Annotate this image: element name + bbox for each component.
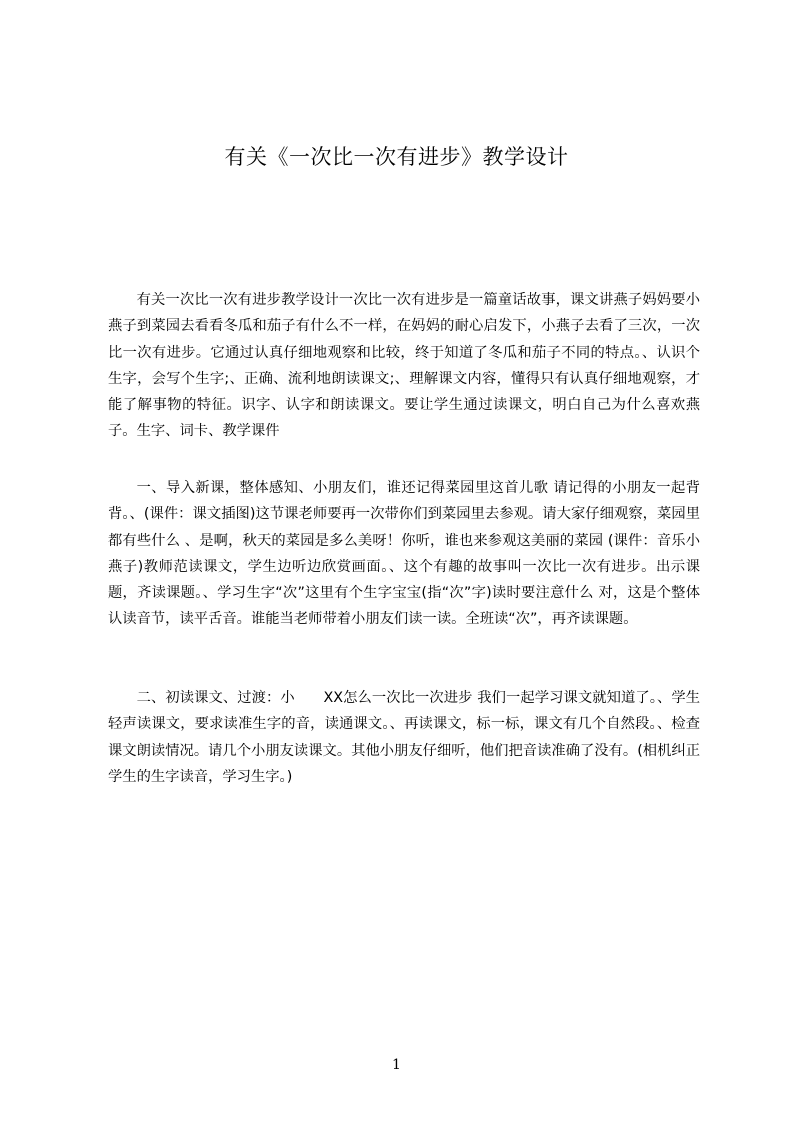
page-number: 1 bbox=[392, 1057, 401, 1073]
paragraph-section-two: 二、初读课文、过渡：小 XX怎么一次比一次进步 我们一起学习课文就知道了。、学生轻声读课文，要求读准生字的音，读通课文。、再读课文，标一标，课文有几个自然段。、检查课文朗读情况。请几个小朋友读课文。其他小朋友仔细听，他们把音读准确了没有。(相机纠正学生的生字读音，学习生字。) bbox=[108, 690, 700, 785]
page-title: 有关《一次比一次有进步》教学设计 bbox=[224, 145, 569, 169]
paragraph-section-one: 一、导入新课，整体感知、小朋友们，谁还记得菜园里这首儿歌 请记得的小朋友一起背背。、(课件：课文插图)这节课老师要再一次带你们到菜园里去参观。请大家仔细观察，菜园里都有些什么 、是啊，秋天的菜园是多么美呀！你听，谁也来参观这美丽的菜园 (课件：音乐小燕子)教师范读课文，学生边听边欣赏画面。、这个有趣的故事叫一次比一次有进步。出示课题，齐读课题。、学习生字“次”这里有个生字宝宝(指“次”字)读时要注意什么 对，这是个整体认读音节，读平舌音。谁能当老师带着小朋友们读一读。全班读“次”，再齐读课题。 bbox=[108, 480, 700, 628]
paragraph-intro: 有关一次比一次有进步教学设计一次比一次有进步是一篇童话故事，课文讲燕子妈妈要小燕子到菜园去看看冬瓜和茄子有什么不一样，在妈妈的耐心启发下，小燕子去看了三次，一次比一次有进步。它通过认真仔细地观察和比较，终于知道了冬瓜和茄子不同的特点。、认识个生字，会写个生字;、正确、流利地朗读课文;、理解课文内容，懂得只有认真仔细地观察，才能了解事物的特征。识字、认字和朗读课文。要让学生通过读课文，明白自己为什么喜欢燕子。生字、词卡、教学课件 bbox=[108, 292, 700, 440]
